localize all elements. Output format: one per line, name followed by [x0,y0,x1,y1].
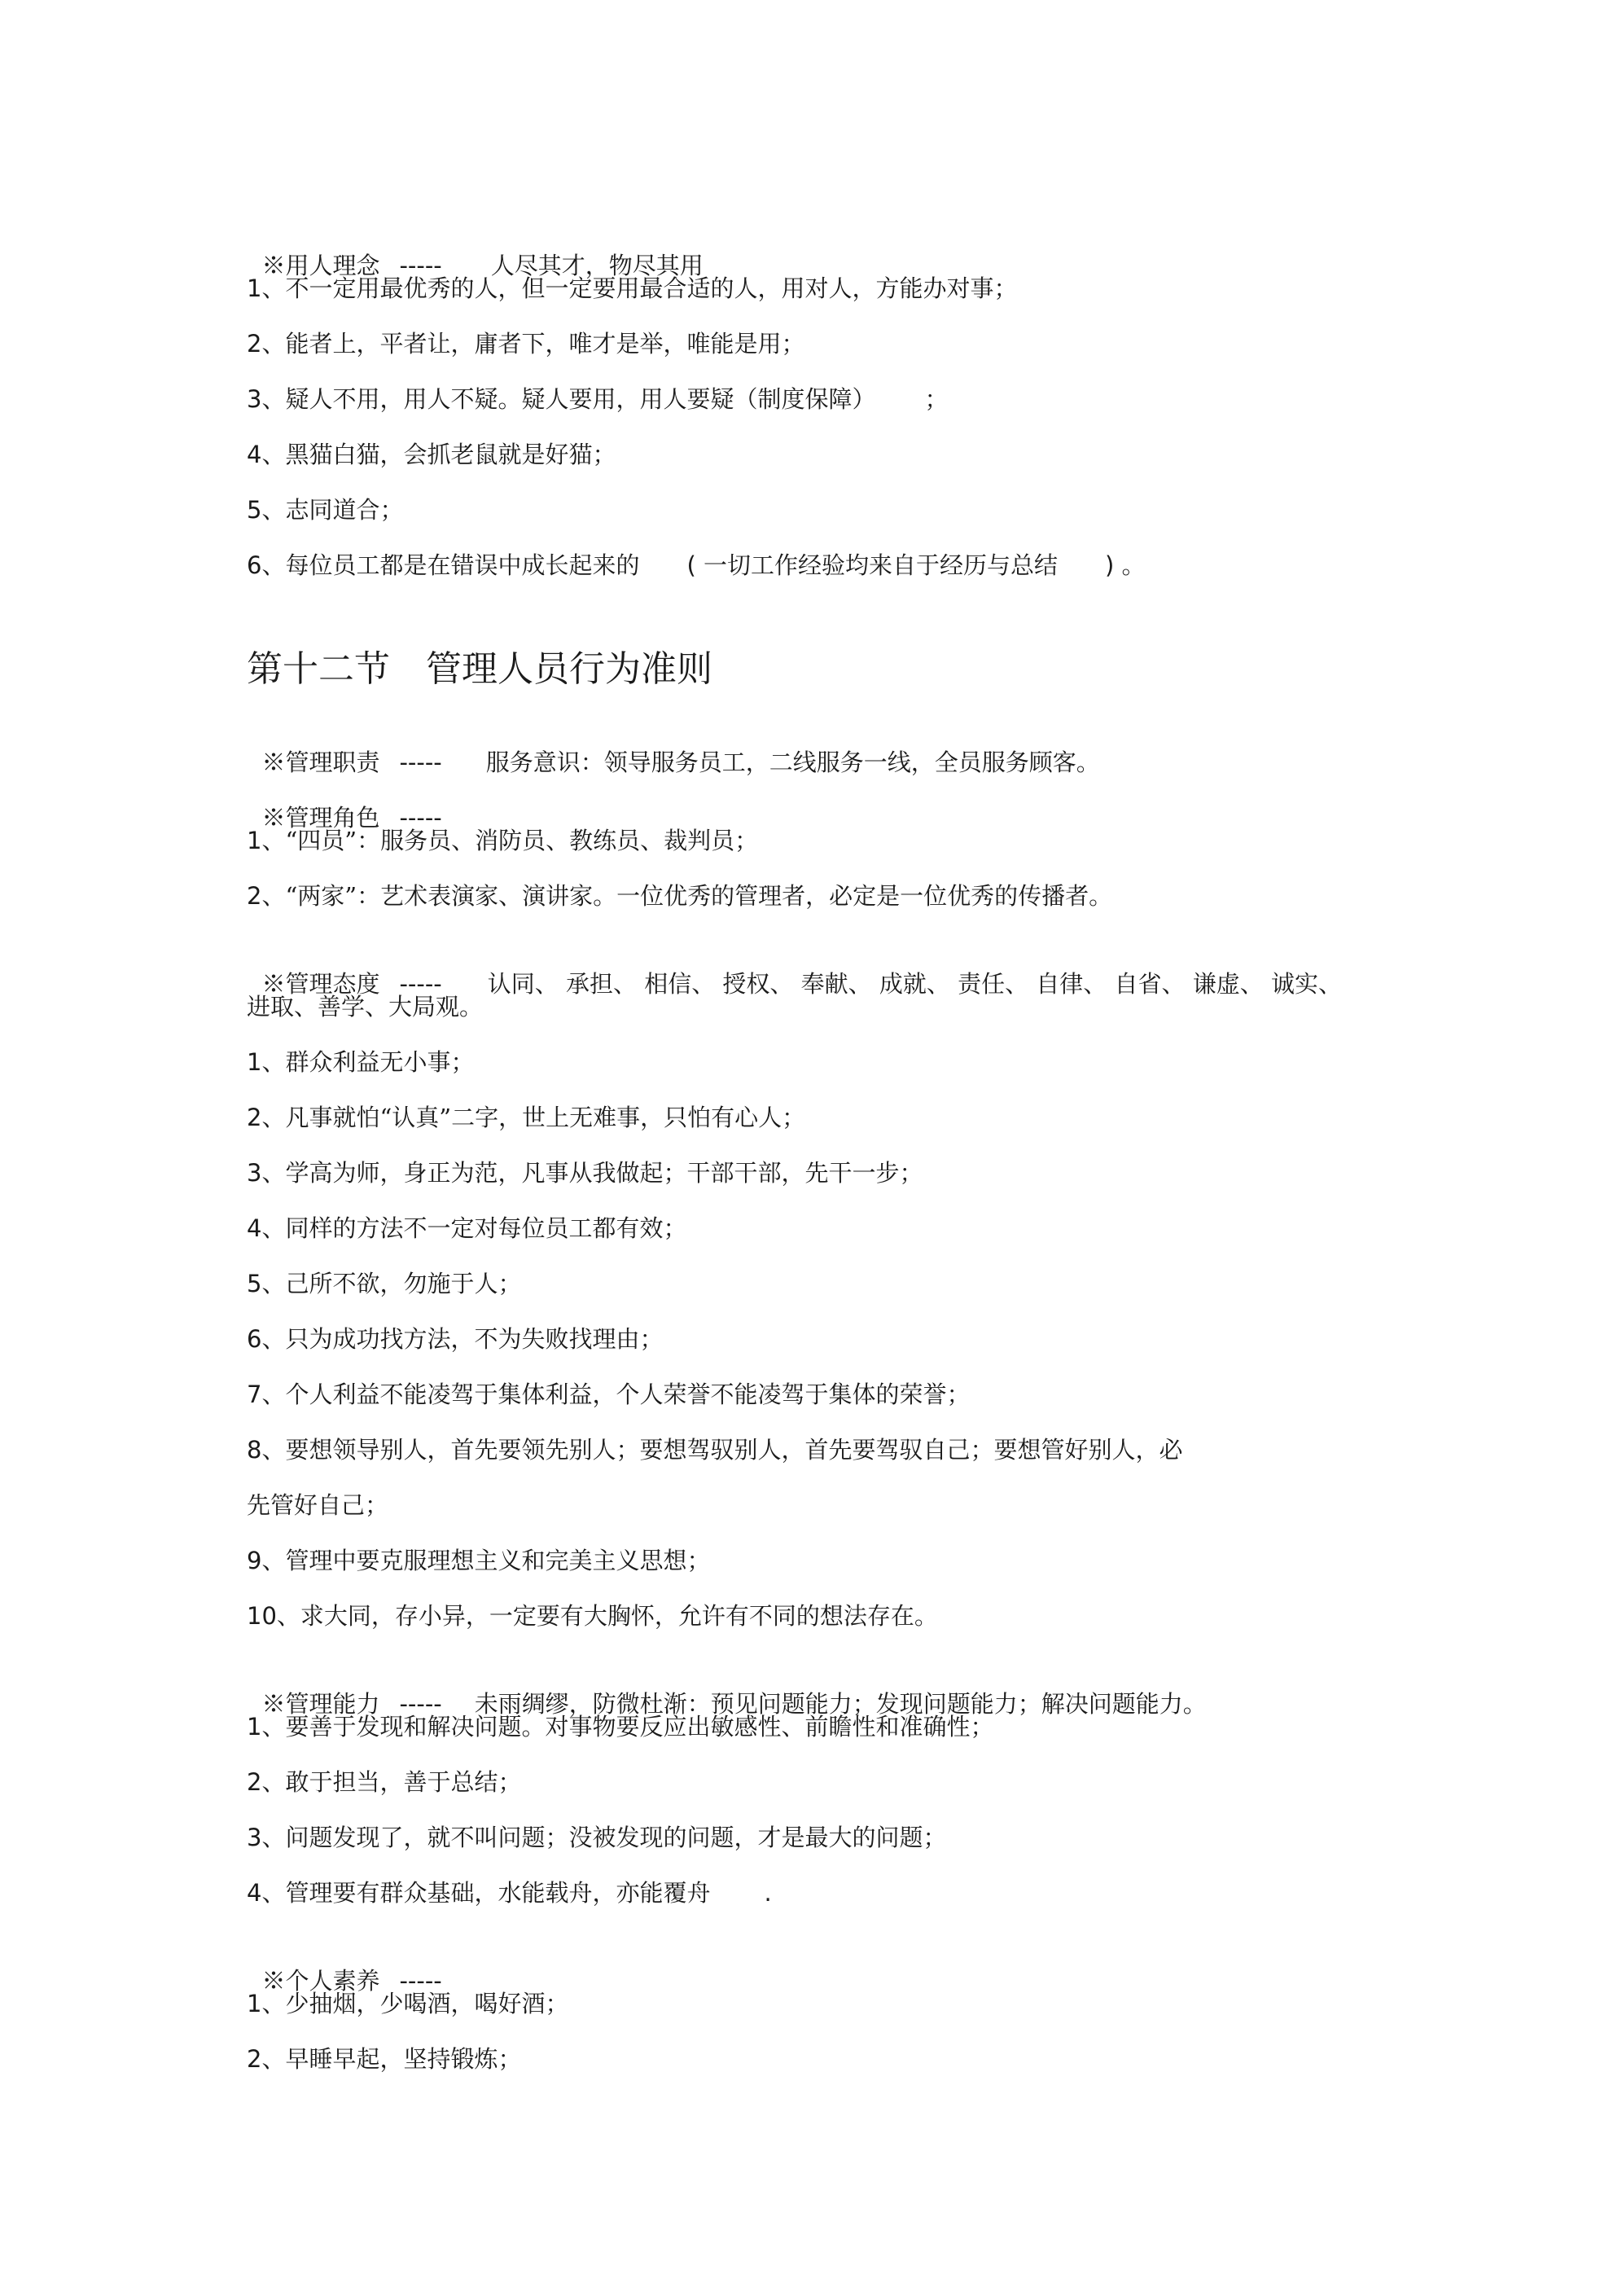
item-text: 、每位员工都是在错误中成长起来的 [261,551,640,579]
item-number: 4 [247,1879,262,1907]
dash: ----- [399,1690,442,1718]
item-text: 、个人利益不能凌驾于集体利益，个人荣誉不能凌驾于集体的荣誉； [261,1381,971,1408]
item-text: 、“两家”：艺术表演家、演讲家。一位优秀的管理者，必定是一位优秀的传播者。 [261,882,1113,910]
list-item [247,824,758,857]
item-number: 1 [247,1713,262,1741]
item-text: 、早睡早起，坚持锻炼； [261,2045,522,2073]
item-text: 、不一定用最优秀的人，但一定要用最合适的人，用对人，方能办对事； [261,274,1018,302]
item-text: 、志同道合； [261,496,404,524]
section-heading: 第十二节 管理人员行为准则 [247,648,712,690]
item-text: 、疑人不用，用人不疑。疑人要用，用人要疑（制度保障） [261,385,876,413]
list-item [247,1710,993,1743]
item-number: 3 [247,385,262,413]
item-text: 、要想领导别人，首先要领先别人；要想驾驭别人，首先要驾驭自己；要想管好别人，必 [261,1436,1183,1464]
item-number: 2 [247,1768,262,1796]
dash: ----- [399,1967,442,1995]
list-item [247,1821,946,1854]
list-item [247,1766,521,1798]
item-tail: ( 一切工作经验均来自于经历与总结 [686,551,1059,579]
item-text: 、问题发现了，就不叫问题；没被发现的问题，才是最大的问题； [261,1824,947,1851]
dash: ----- [399,749,442,776]
list-item [247,327,804,360]
item-text: 、“四员”：服务员、消防员、教练员、裁判员； [261,827,759,854]
item-text: 、只为成功找方法，不为失败找理由； [261,1325,664,1353]
label: ※用人理念 [261,252,380,279]
list-item [247,549,1146,582]
item-text: 、管理要有群众基础，水能载舟，亦能覆舟 [261,1879,711,1907]
item-number: 4 [247,1214,262,1242]
item-text: 先管好自己； [247,1491,389,1519]
list-item [247,1433,1182,1466]
item-number: 6 [247,551,262,579]
item-tail: . [764,1879,772,1907]
label: ※管理能力 [261,1690,380,1718]
item-text: 、能者上，平者让，庸者下，唯才是举，唯能是用； [261,330,805,358]
title-text: 人尽其才，物尽其用 [490,252,704,279]
item-number: 6 [247,1325,262,1353]
item-number: 5 [247,1270,262,1297]
list-item [247,1157,923,1189]
label: ※管理态度 [261,970,380,998]
item-number: 2 [247,2045,262,2073]
item-number: 1 [247,1990,262,2017]
item-tail: ； [924,385,949,413]
item-text: 、学高为师，身正为范，凡事从我做起；干部干部，先干一步； [261,1159,923,1187]
item-text: 、管理中要克服理想主义和完美主义思想； [261,1547,711,1574]
item-text: 、己所不欲，勿施于人； [261,1270,522,1297]
list-item [247,1600,938,1632]
item-text: 、凡事就怕“认真”二字，世上无难事，只怕有心人； [261,1104,806,1131]
label: ※管理角色 [261,804,380,832]
attitude-text: 认同、 承担、 相信、 授权、 奉献、 成就、 责任、 自律、 自省、 谦虚、 诚实、 [487,970,1342,998]
item-number: 7 [247,1381,262,1408]
item-number: 10 [247,1602,277,1630]
item-number: 4 [247,441,262,468]
list-item [247,1267,521,1300]
dash: ----- [399,970,442,998]
item-text: 、黑猫白猫，会抓老鼠就是好猫； [261,441,616,468]
item-number: 9 [247,1547,262,1574]
attitude-line-2: 进取、善学、大局观。 [247,993,484,1021]
item-tail-end: ) 。 [1105,551,1146,579]
list-item [247,1046,474,1078]
list-item [247,272,1017,305]
list-item [247,494,403,526]
item-number: 2 [247,882,262,910]
list-item [247,880,1112,912]
duty-text: 服务意识：领导服务员工，二线服务一线，全员服务顾客。 [485,749,1100,776]
item-text: 、求大同，存小异，一定要有大胸怀，允许有不同的想法存在。 [276,1602,938,1630]
list-item [247,1544,710,1577]
item-number: 2 [247,1104,262,1131]
label: ※个人素养 [261,1967,380,1995]
list-item [247,1378,970,1411]
item-number: 1 [247,827,262,854]
item-text: 、要善于发现和解决问题。对事物要反应出敏感性、前瞻性和准确性； [261,1713,994,1741]
item-number: 3 [247,1824,262,1851]
item-number: 2 [247,330,262,358]
item-number: 5 [247,496,262,524]
item-number: 3 [247,1159,262,1187]
list-item [247,1323,663,1355]
ability-text: 未雨绸缪，防微杜渐：预见问题能力；发现问题能力；解决问题能力。 [474,1690,1207,1718]
list-item [247,1987,568,2020]
item-text: 、少抽烟，少喝酒，喝好酒； [261,1990,569,2017]
list-item [247,1877,772,1909]
list-item [247,1212,686,1245]
list-item [247,383,948,415]
item-text: 、敢于担当，善于总结； [261,1768,522,1796]
item-text: 、群众利益无小事； [261,1048,475,1076]
dash: ----- [399,804,442,832]
item-number: 1 [247,274,262,302]
list-item [247,2043,521,2075]
item-number: 1 [247,1048,262,1076]
list-item [247,438,616,471]
item-text: 、同样的方法不一定对每位员工都有效； [261,1214,687,1242]
dash: ----- [399,252,442,279]
item-number: 8 [247,1436,262,1464]
list-item [247,1101,805,1134]
list-item [247,1489,388,1521]
label: ※管理职责 [261,749,380,776]
